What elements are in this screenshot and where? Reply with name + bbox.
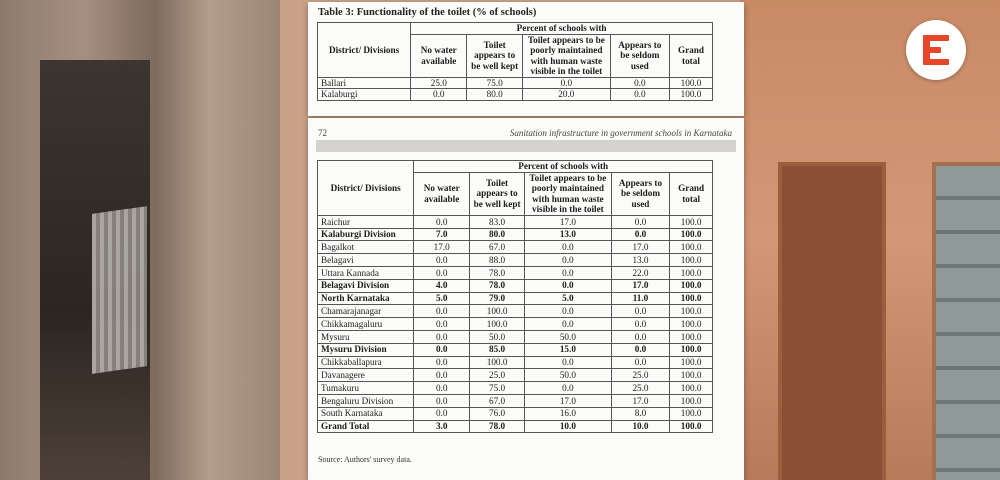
col-header-seldom-used: Appears to be seldom used [610, 34, 669, 77]
col-header-grand-total: Grand total [670, 172, 713, 215]
background-metal-sheet [92, 206, 147, 374]
cell-value: 13.0 [611, 254, 670, 267]
background-door-right [778, 162, 886, 480]
cell-value: 100.0 [670, 382, 713, 395]
table-row [318, 343, 713, 356]
cell-value: 100.0 [670, 318, 713, 331]
cell-value: 100.0 [670, 228, 713, 241]
table-row [318, 382, 713, 395]
cell-value: 76.0 [470, 407, 525, 420]
col-header-poorly-maintained: Toilet appears to be poorly maintained with human waste visible in the toilet [522, 34, 610, 77]
running-title: Sanitation infrastructure in government schools in Karnataka [509, 128, 732, 138]
cell-value: 100.0 [670, 343, 713, 356]
brand-logo[interactable] [906, 20, 966, 80]
cell-value: 25.0 [611, 369, 670, 382]
cell-value: 0.0 [414, 331, 470, 344]
cell-value: 0.0 [414, 215, 470, 228]
cell-district: Chikkamagaluru [318, 318, 414, 331]
cell-value: 75.0 [467, 77, 523, 89]
cell-value: 100.0 [670, 215, 713, 228]
cell-value: 17.0 [611, 279, 670, 292]
cell-value: 50.0 [525, 369, 612, 382]
cell-value: 100.0 [670, 395, 713, 408]
col-header-no-water: No water available [414, 172, 470, 215]
cell-district: South Karnataka [318, 407, 414, 420]
cell-value: 17.0 [525, 215, 612, 228]
cell-value: 0.0 [611, 228, 670, 241]
table-row [318, 254, 713, 267]
cell-value: 100.0 [670, 254, 713, 267]
cell-value: 0.0 [525, 254, 612, 267]
cell-value: 79.0 [470, 292, 525, 305]
cell-value: 3.0 [414, 420, 470, 433]
cell-value: 10.0 [611, 420, 670, 433]
table-row [318, 407, 713, 420]
cell-value: 0.0 [611, 215, 670, 228]
table-row [318, 279, 713, 292]
cell-value: 0.0 [525, 241, 612, 254]
table-row [318, 89, 713, 101]
cell-district: Bagalkot [318, 241, 414, 254]
cell-value: 100.0 [470, 318, 525, 331]
cell-value: 25.0 [470, 369, 525, 382]
cell-value: 0.0 [414, 305, 470, 318]
cell-value: 50.0 [525, 331, 612, 344]
table-row [318, 369, 713, 382]
col-header-poorly-maintained: Toilet appears to be poorly maintained with human waste visible in the toilet [525, 172, 612, 215]
cell-district: Chikkaballapura [318, 356, 414, 369]
cell-value: 100.0 [670, 305, 713, 318]
table-excerpt-top [308, 2, 744, 116]
cell-value: 100.0 [670, 279, 713, 292]
cell-district: Uttara Kannada [318, 267, 414, 280]
cell-district: Kalaburgi [318, 89, 411, 101]
cell-value: 8.0 [611, 407, 670, 420]
cell-district: Raichur [318, 215, 414, 228]
cell-value: 0.0 [611, 343, 670, 356]
cell-value: 100.0 [670, 331, 713, 344]
cell-value: 78.0 [470, 279, 525, 292]
cell-value: 0.0 [414, 395, 470, 408]
cell-value: 4.0 [414, 279, 470, 292]
cell-district: Ballari [318, 77, 411, 89]
col-header-district: District/ Divisions [318, 161, 414, 216]
cell-value: 100.0 [670, 369, 713, 382]
e-logo-icon [923, 35, 949, 65]
cell-value: 100.0 [670, 267, 713, 280]
cell-value: 0.0 [414, 382, 470, 395]
cell-value: 22.0 [611, 267, 670, 280]
group-header: Percent of schools with [411, 23, 713, 35]
header-band [316, 140, 736, 152]
cell-value: 0.0 [414, 407, 470, 420]
cell-value: 100.0 [669, 77, 712, 89]
functionality-table-1 [317, 22, 713, 101]
cell-value: 0.0 [611, 356, 670, 369]
cell-value: 15.0 [525, 343, 612, 356]
table-row [318, 318, 713, 331]
background-window [932, 162, 1000, 480]
cell-value: 100.0 [669, 89, 712, 101]
cell-district: Davanagere [318, 369, 414, 382]
cell-value: 100.0 [670, 356, 713, 369]
table-row [318, 305, 713, 318]
cell-value: 100.0 [670, 241, 713, 254]
col-header-well-kept: Toilet appears to be well kept [470, 172, 525, 215]
col-header-seldom-used: Appears to be seldom used [611, 172, 670, 215]
cell-value: 80.0 [467, 89, 523, 101]
cell-value: 0.0 [611, 331, 670, 344]
table-row [318, 241, 713, 254]
cell-value: 78.0 [470, 267, 525, 280]
cell-value: 0.0 [525, 356, 612, 369]
cell-district: Mysuru [318, 331, 414, 344]
cell-value: 17.0 [414, 241, 470, 254]
cell-value: 80.0 [470, 228, 525, 241]
group-header: Percent of schools with [414, 161, 713, 173]
cell-value: 0.0 [414, 318, 470, 331]
cell-value: 88.0 [470, 254, 525, 267]
source-note: Source: Authors' survey data. [318, 455, 412, 464]
cell-value: 17.0 [611, 395, 670, 408]
cell-district: Chamarajanagar [318, 305, 414, 318]
cell-district: Mysuru Division [318, 343, 414, 356]
cell-value: 11.0 [611, 292, 670, 305]
cell-value: 25.0 [411, 77, 467, 89]
table-caption: Table 3: Functionality of the toilet (% of schools) [318, 7, 537, 18]
cell-value: 0.0 [414, 267, 470, 280]
cell-value: 7.0 [414, 228, 470, 241]
table-row [318, 228, 713, 241]
table-row [318, 420, 713, 433]
cell-value: 16.0 [525, 407, 612, 420]
col-header-no-water: No water available [411, 34, 467, 77]
col-header-grand-total: Grand total [669, 34, 712, 77]
col-header-district: District/ Divisions [318, 23, 411, 78]
cell-value: 0.0 [414, 343, 470, 356]
cell-value: 13.0 [525, 228, 612, 241]
table-row [318, 292, 713, 305]
cell-value: 25.0 [611, 382, 670, 395]
cell-value: 0.0 [414, 369, 470, 382]
cell-value: 67.0 [470, 241, 525, 254]
cell-value: 0.0 [525, 267, 612, 280]
table-row [318, 77, 713, 89]
cell-value: 20.0 [522, 89, 610, 101]
page-number: 72 [318, 128, 327, 138]
cell-district: Tumakuru [318, 382, 414, 395]
cell-value: 17.0 [611, 241, 670, 254]
cell-value: 0.0 [611, 305, 670, 318]
table-row [318, 215, 713, 228]
cell-value: 0.0 [414, 356, 470, 369]
cell-value: 78.0 [470, 420, 525, 433]
cell-value: 0.0 [611, 318, 670, 331]
cell-value: 100.0 [670, 420, 713, 433]
table-page [308, 118, 744, 480]
cell-value: 100.0 [670, 292, 713, 305]
cell-value: 83.0 [470, 215, 525, 228]
cell-value: 100.0 [470, 356, 525, 369]
cell-value: 75.0 [470, 382, 525, 395]
cell-value: 0.0 [610, 77, 669, 89]
functionality-table-2 [317, 160, 713, 433]
cell-value: 85.0 [470, 343, 525, 356]
cell-value: 10.0 [525, 420, 612, 433]
cell-value: 5.0 [414, 292, 470, 305]
cell-value: 50.0 [470, 331, 525, 344]
cell-value: 0.0 [525, 305, 612, 318]
col-header-well-kept: Toilet appears to be well kept [467, 34, 523, 77]
cell-district: North Karnataka [318, 292, 414, 305]
cell-value: 67.0 [470, 395, 525, 408]
cell-value: 5.0 [525, 292, 612, 305]
table-row [318, 356, 713, 369]
cell-value: 100.0 [470, 305, 525, 318]
cell-district: Belagavi [318, 254, 414, 267]
cell-value: 0.0 [411, 89, 467, 101]
cell-value: 0.0 [414, 254, 470, 267]
cell-district: Bengaluru Division [318, 395, 414, 408]
cell-value: 0.0 [525, 279, 612, 292]
table-row [318, 267, 713, 280]
cell-district: Kalaburgi Division [318, 228, 414, 241]
table-row [318, 331, 713, 344]
cell-district: Grand Total [318, 420, 414, 433]
table-row [318, 395, 713, 408]
cell-value: 100.0 [670, 407, 713, 420]
cell-value: 0.0 [525, 382, 612, 395]
cell-value: 17.0 [525, 395, 612, 408]
cell-value: 0.0 [610, 89, 669, 101]
cell-district: Belagavi Division [318, 279, 414, 292]
cell-value: 0.0 [525, 318, 612, 331]
cell-value: 0.0 [522, 77, 610, 89]
